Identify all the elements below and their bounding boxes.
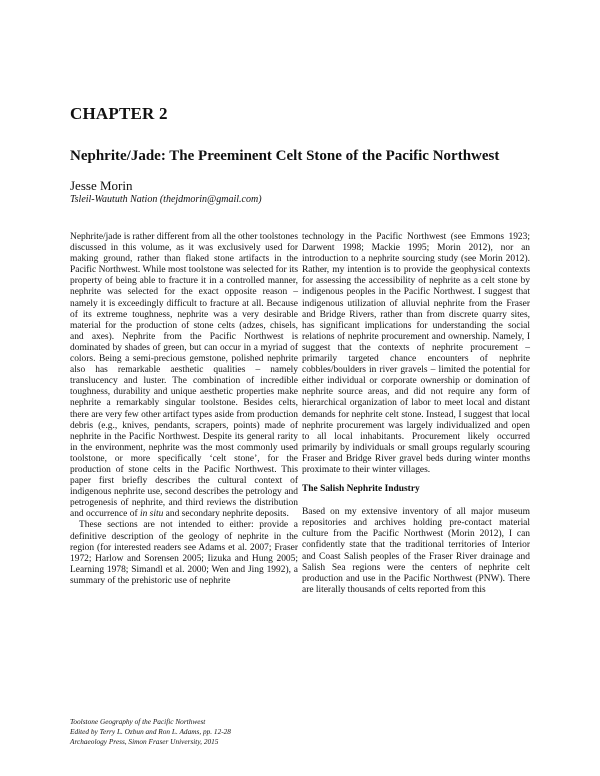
publication-footer	[70, 717, 231, 747]
footer-editors: Edited by Terry L. Ozbun and Ron L. Adams, pp. 12-28	[70, 727, 231, 736]
body-paragraph: Based on my extensive inventory of all major museum repositories and archives holding pre-contact material culture from the Pacific Northwest (Morin 2012), I can confidently state that the traditional territories of Interior and Coast Salish peoples of the Fraser River drainage and Salish Sea regions were the centers of nephrite celt production and use in the Pacific Northwest (PNW). There are literally thousands of celts reported from this	[302, 507, 530, 595]
chapter-title: Nephrite/Jade: The Preeminent Celt Stone of the Pacific Northwest	[70, 148, 500, 164]
italic-term: in situ	[139, 509, 164, 520]
right-column	[302, 232, 530, 596]
body-paragraph: Nephrite/jade is rather different from all the other toolstones discussed in this volume, as it was exclusively used for making ground, rather than flaked stone artifacts in the Pacific Northwest. While most toolstone was selected for its property of being able to fracture it in a controlled manner, nephrite was selected for the exact opposite reason – namely it is exceedingly difficult to fracture at all. Because of its extreme toughness, nephrite was a very desirable material for the production of stone celts (adzes, chisels, and axes). Nephrite from the Pacific Northwest is dominated by shades of green, but can occur in a myriad of colors. Being a semi-precious gemstone, polished nephrite also has remarkable aesthetic qualities – namely translucency and luster. The combination of incredible toughness, durability and unique aesthetic properties make nephrite a remarkably singular toolstone. Besides celts, there are very few other artifact types aside from production debris (e.g., knives, pendants, scrapers, points) made of nephrite in the Pacific Northwest. Despite its general rarity in the environment, nephrite was the most commonly used toolstone, or more specifically ‘celt stone’, for the production of stone celts in the Pacific Northwest. This paper first briefly describes the cultural context of indigenous nephrite use, second describes the petrology and petrogenesis of nephrite, and third reviews the distribution and occurrence of in situ and secondary nephrite deposits.	[70, 232, 298, 520]
footer-book-title: Toolstone Geography of the Pacific Northwest	[70, 717, 206, 726]
chapter-label: CHAPTER 2	[70, 104, 168, 123]
section-heading: The Salish Nephrite Industry	[302, 484, 420, 495]
left-column	[70, 232, 298, 587]
author-name: Jesse Morin	[70, 178, 133, 193]
body-paragraph: technology in the Pacific Northwest (see Emmons 1923; Darwent 1998; Mackie 1995; Morin 2012), nor an introduction to a nephrite sourcing study (see Morin 2012). Rather, my intention is to provide the geophysical contexts for assessing the accessibility of nephrite as a celt stone by indigenous peoples in the Pacific Northwest. I suggest that indigenous utilization of alluvial nephrite from the Fraser and Bridge Rivers, rather than from discrete quarry sites, has significant implications for understanding the social relations of nephrite procurement and ownership. Namely, I suggest that the contexts of nephrite procurement – primarily targeted chance encounters of nephrite cobbles/boulders in river gravels – limited the potential for either individual or corporate ownership or domination of nephrite source areas, and did not require any form of hierarchical organization of labor to meet local and distant demands for nephrite celt stone. Instead, I suggest that local nephrite procurement was largely individualized and open to all local inhabitants. Procurement likely occurred primarily by individuals or small groups regularly scouring Fraser and Bridge River gravel beds during winter months proximate to their winter villages.	[302, 232, 530, 475]
author-affiliation: Tsleil-Waututh Nation (thejdmorin@gmail.com)	[70, 194, 262, 205]
footer-publisher: Archaeology Press, Simon Fraser University, 2015	[70, 737, 219, 746]
body-paragraph: These sections are not intended to either: provide a definitive description of the geology of nephrite in the region (for interested readers see Adams et al. 2007; Fraser 1972; Harlow and Sorensen 2005; Iizuka and Hung 2005; Learning 1978; Simandl et al. 2000; Wen and Jing 1992), a summary of the prehistoric use of nephrite	[70, 520, 298, 586]
